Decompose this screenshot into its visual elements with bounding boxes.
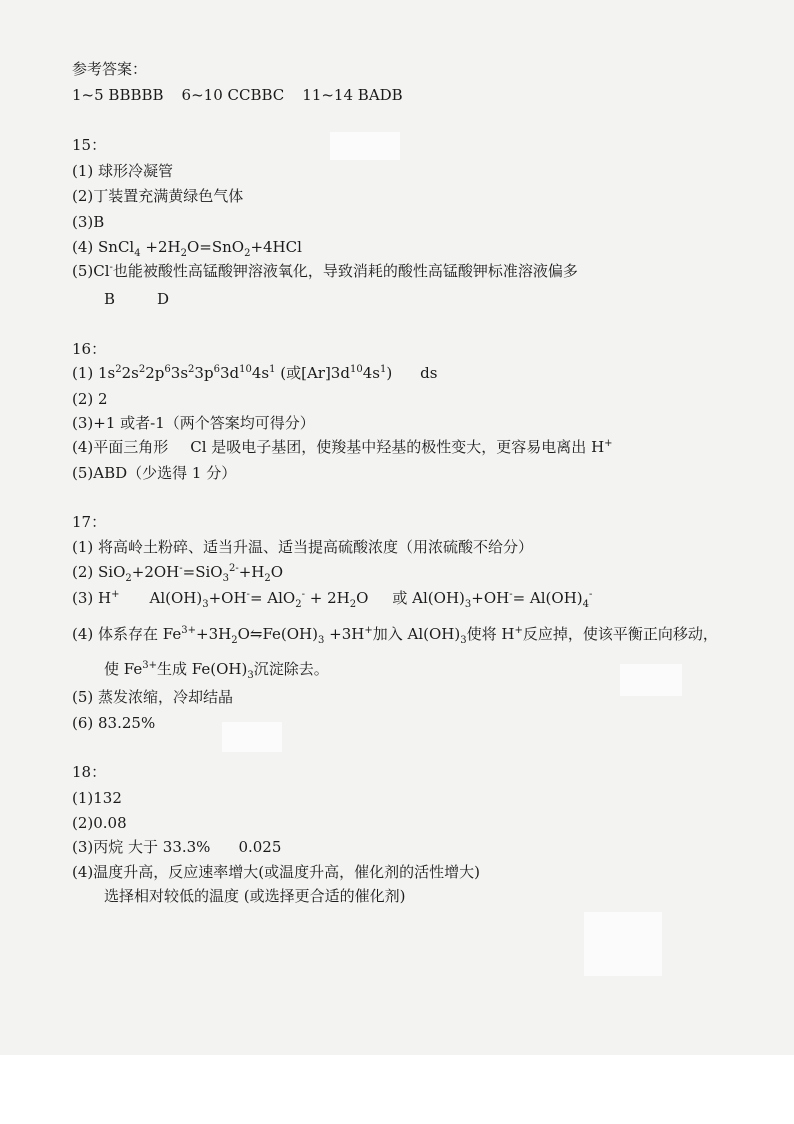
- q18-answer-3: (3)丙烷 大于 33.3% 0.025: [72, 838, 282, 856]
- answer-key-title: 参考答案：: [72, 60, 148, 78]
- q17-answer-4: (4) 体系存在 $Fe^{3+}+3H_2O⇋Fe(OH)_3 +3H^+$加入 $Al(OH)_3$使将 H+反应掉，使该平衡正向移动，: [72, 625, 718, 646]
- q17-answer-6: (6) 83.25%: [72, 714, 156, 732]
- question-18-label: 18：: [72, 763, 107, 781]
- question-15-label: 15：: [72, 136, 107, 154]
- q17-answer-1: (1) 将高岭土粉碎、适当升温、适当提高硫酸浓度（用浓硫酸不给分）: [72, 538, 534, 556]
- q16-answer-5: (5)ABD（少选得 1 分）: [72, 464, 237, 482]
- q18-answer-4: (4)温度升高，反应速率增大(或温度升高，催化剂的活性增大): [72, 863, 480, 881]
- q18-answer-2: (2)0.08: [72, 814, 127, 832]
- q18-answer-1: (1)132: [72, 789, 122, 807]
- q15-answer-1: (1) 球形冷凝管: [72, 162, 174, 180]
- q15-answer-4-equation: (4) SnCl$_4$ $+2H_2O=SnO_2+4HCl$: [72, 238, 302, 259]
- q17-answer-3: (3) H+ $Al(OH)_3+OH^-= AlO_2^- + 2H_2O$ 或 $Al(OH)_3+OH^-= Al(OH)_4^-$: [72, 589, 593, 610]
- q15-answer-2: (2)丁装置充满黄绿色气体: [72, 187, 244, 205]
- question-16-label: 16：: [72, 340, 107, 358]
- question-17-label: 17：: [72, 513, 107, 531]
- q15-answer-5: (5)Cl-也能被酸性高锰酸钾溶液氧化，导致消耗的酸性高锰酸钾标准溶液偏多: [72, 262, 578, 280]
- answers-11-14: 11~14 BADB: [302, 86, 403, 104]
- answers-1-5: 1~5 BBBBB: [72, 86, 164, 104]
- q16-answer-4: (4)平面三角形 Cl 是吸电子基团，使羧基中羟基的极性变大，更容易电离出 H+: [72, 438, 613, 456]
- q15-answer-3: (3)B: [72, 213, 105, 231]
- scan-blemish: [222, 722, 282, 752]
- q17-answer-5: (5) 蒸发浓缩，冷却结晶: [72, 688, 234, 706]
- scan-blemish: [620, 664, 682, 696]
- q16-answer-3: (3)+1 或者-1（两个答案均可得分）: [72, 414, 315, 432]
- scan-blemish: [330, 132, 400, 160]
- q16-answer-2: (2) 2: [72, 390, 108, 408]
- answers-6-10: 6~10 CCBBC: [181, 86, 285, 104]
- q17-answer-2-equation: (2) $SiO_2+2OH^-=SiO_3^{2-}+H_2O$: [72, 563, 284, 584]
- multiple-choice-answers: [72, 88, 403, 103]
- q16-answer-1-electron-configuration: (1) $1s^22s^22p^63s^23p^63d^{10}4s^1$ (或$[Ar]3d^{10}4s^1$) ds: [72, 364, 438, 382]
- page-bottom-margin: [0, 1055, 794, 1124]
- q17-answer-4-continued: 使 $Fe^{3+}$生成 $Fe(OH)_3$沉淀除去。: [104, 660, 329, 681]
- q15-answer-6: B D: [104, 290, 170, 308]
- scan-blemish: [584, 912, 662, 976]
- q18-answer-4-continued: 选择相对较低的温度 (或选择更合适的催化剂): [104, 887, 406, 905]
